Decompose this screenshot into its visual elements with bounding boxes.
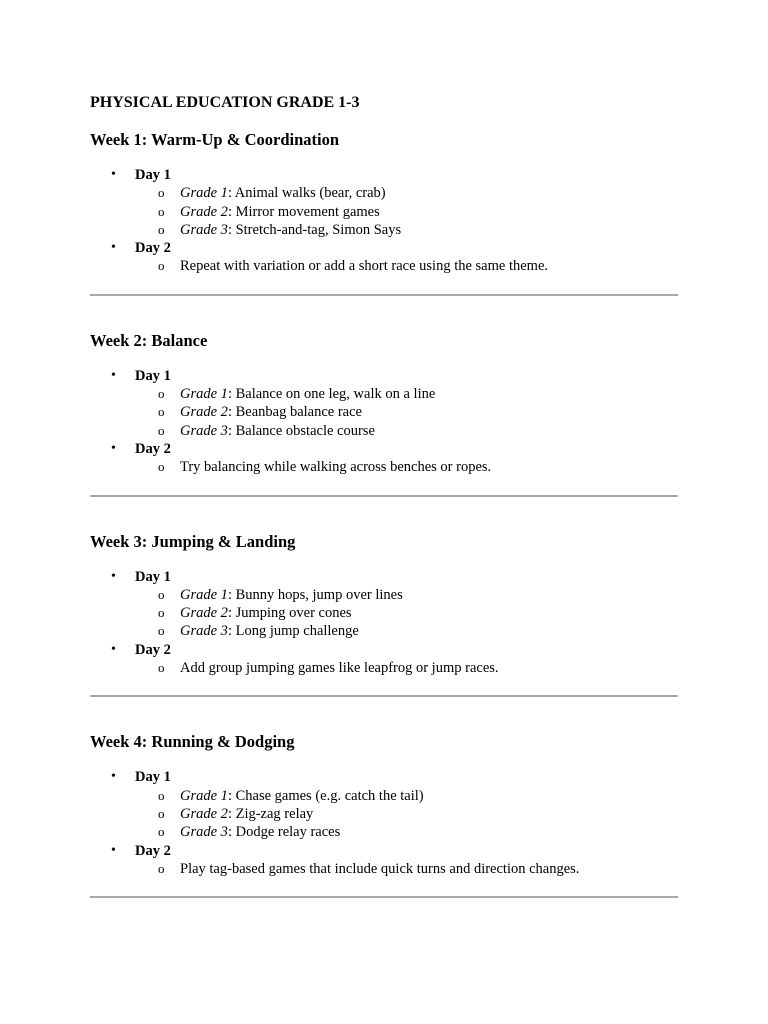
sub-bullet-icon: o [158, 203, 165, 219]
grade-activity-list [135, 385, 678, 440]
day-label: Day 1 [135, 769, 171, 786]
activity-text: Try balancing while walking across benches or ropes. [180, 459, 492, 476]
activity-text: Repeat with variation or add a short race using the same theme. [180, 258, 549, 275]
week-section-2 [90, 332, 678, 497]
sub-bullet-icon: o [158, 860, 165, 876]
separator: : [227, 221, 236, 238]
sub-bullet-icon: o [158, 787, 165, 803]
separator: : [227, 824, 236, 841]
bullet-icon: • [111, 367, 116, 383]
activity-text: Animal walks (bear, crab) [234, 185, 386, 202]
activity-text: Dodge relay races [235, 824, 341, 841]
grade-label: Grade 2 [180, 805, 228, 822]
grade-label: Grade 1 [180, 787, 228, 804]
sub-bullet-icon: o [158, 404, 165, 420]
grade-activity-list [135, 586, 678, 641]
separator: : [227, 787, 236, 804]
grade-activity-item [135, 604, 678, 622]
sub-bullet-icon: o [158, 422, 165, 438]
sub-bullet-icon: o [158, 660, 165, 676]
grade-label: Grade 1 [180, 386, 228, 403]
week-section-4 [90, 733, 678, 898]
day-list [90, 568, 678, 678]
sub-bullet-icon: o [158, 386, 165, 402]
activity-text: Play tag-based games that include quick turns and direction changes. [180, 860, 580, 877]
grade-label: Grade 2 [180, 203, 228, 220]
grade-label: Grade 1 [180, 185, 228, 202]
day-item-2 [90, 842, 678, 879]
section-divider [90, 896, 678, 898]
grade-label: Grade 2 [180, 404, 228, 421]
sub-bullet-icon: o [158, 824, 165, 840]
day-item-1 [90, 166, 678, 239]
sub-bullet-icon: o [158, 623, 165, 639]
day2-activity-item [135, 860, 678, 878]
separator: : [227, 185, 235, 202]
grade-activity-item [135, 184, 678, 202]
activity-text: Long jump challenge [235, 623, 359, 640]
day2-activity-item [135, 659, 678, 677]
section-divider [90, 495, 678, 497]
grade-label: Grade 3 [180, 422, 228, 439]
grade-activity-item [135, 805, 678, 823]
sub-bullet-icon: o [158, 185, 165, 201]
day2-activity-list [135, 458, 678, 476]
day2-activity-list [135, 860, 678, 878]
bullet-icon: • [111, 240, 116, 256]
activity-text: Beanbag balance race [235, 404, 362, 421]
separator: : [227, 586, 236, 603]
day-item-2 [90, 239, 678, 276]
grade-activity-item [135, 422, 678, 440]
bullet-icon: • [111, 568, 116, 584]
separator: : [227, 386, 236, 403]
sub-bullet-icon: o [158, 221, 165, 237]
separator: : [227, 203, 236, 220]
week-section-1 [90, 131, 678, 296]
section-divider [90, 294, 678, 296]
bullet-icon: • [111, 842, 116, 858]
grade-label: Grade 3 [180, 221, 228, 238]
sub-bullet-icon: o [158, 258, 165, 274]
day-label: Day 2 [135, 240, 171, 257]
day2-activity-list [135, 659, 678, 677]
sub-bullet-icon: o [158, 605, 165, 621]
bullet-icon: • [111, 641, 116, 657]
week-heading: Week 3: Jumping & Landing [90, 531, 296, 551]
activity-text: Zig-zag relay [235, 805, 314, 822]
grade-activity-item [135, 622, 678, 640]
day2-activity-list [135, 257, 678, 275]
grade-activity-item [135, 221, 678, 239]
day-list [90, 367, 678, 477]
week-heading: Week 1: Warm-Up & Coordination [90, 130, 340, 149]
activity-text: Balance obstacle course [235, 422, 375, 439]
grade-activity-item [135, 586, 678, 604]
day-list [90, 768, 678, 878]
bullet-icon: • [111, 167, 116, 182]
grade-activity-list [135, 184, 678, 239]
week-heading: Week 2: Balance [90, 330, 208, 350]
separator: : [227, 605, 236, 622]
grade-label: Grade 3 [180, 623, 228, 640]
day-item-1 [90, 367, 678, 440]
activity-text: Balance on one leg, walk on a line [235, 386, 436, 403]
day-label: Day 2 [135, 842, 171, 859]
document-title: PHYSICAL EDUCATION GRADE 1-3 [90, 94, 360, 111]
day-label: Day 1 [135, 167, 171, 183]
bullet-icon: • [111, 440, 116, 456]
day-label: Day 2 [135, 440, 171, 457]
sub-bullet-icon: o [158, 805, 165, 821]
sub-bullet-icon: o [158, 459, 165, 475]
day-item-1 [90, 768, 678, 841]
day-label: Day 1 [135, 367, 171, 384]
activity-text: Jumping over cones [235, 605, 352, 622]
grade-label: Grade 3 [180, 824, 228, 841]
day2-activity-item [135, 458, 678, 476]
day-item-2 [90, 641, 678, 678]
activity-text: Chase games (e.g. catch the tail) [235, 787, 424, 804]
activity-text: Add group jumping games like leapfrog or jump races. [180, 660, 499, 677]
activity-text: Bunny hops, jump over lines [235, 586, 403, 603]
grade-label: Grade 1 [180, 586, 228, 603]
section-divider [90, 695, 678, 697]
grade-activity-item [135, 823, 678, 841]
day-label: Day 1 [135, 568, 171, 585]
separator: : [227, 422, 236, 439]
separator: : [227, 404, 236, 421]
week-section-3 [90, 533, 678, 698]
day-item-1 [90, 568, 678, 641]
grade-activity-item [135, 787, 678, 805]
week-heading: Week 4: Running & Dodging [90, 732, 295, 752]
separator: : [227, 623, 236, 640]
separator: : [227, 805, 236, 822]
grade-label: Grade 2 [180, 605, 228, 622]
grade-activity-item [135, 385, 678, 403]
bullet-icon: • [111, 769, 116, 785]
document-page [90, 94, 678, 934]
sub-bullet-icon: o [158, 586, 165, 602]
day-list [90, 166, 678, 276]
grade-activity-item [135, 403, 678, 421]
day-item-2 [90, 440, 678, 477]
activity-text: Stretch-and-tag, Simon Says [235, 221, 402, 238]
activity-text: Mirror movement games [235, 203, 380, 220]
grade-activity-list [135, 787, 678, 842]
day2-activity-item [135, 257, 678, 275]
grade-activity-item [135, 203, 678, 221]
day-label: Day 2 [135, 641, 171, 658]
